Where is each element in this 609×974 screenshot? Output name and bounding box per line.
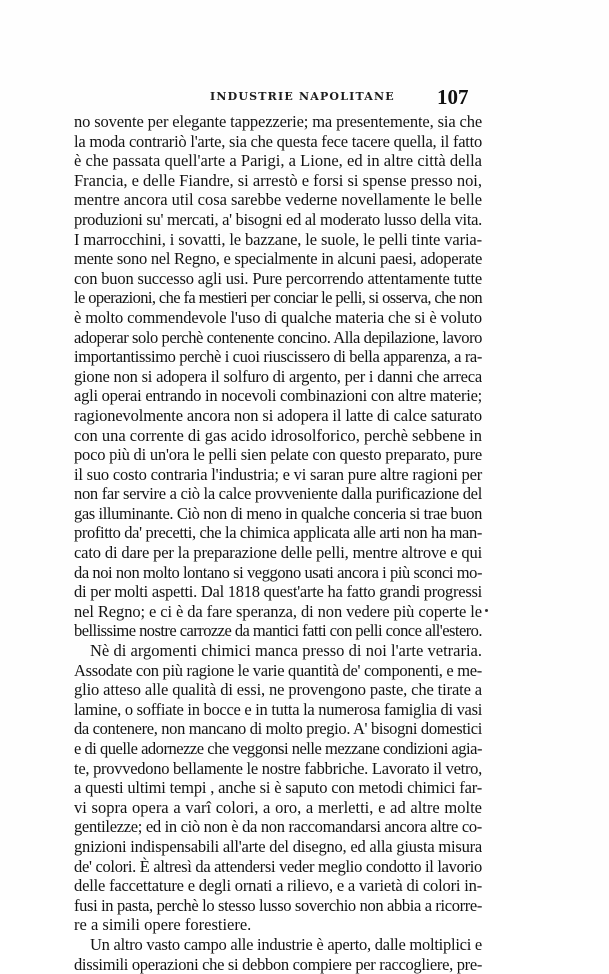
ink-speck [485,609,488,612]
text-line: cato di dare per la preparazione delle pelli, mentre altrove e qui [74,543,483,563]
text-line: è che passata quell'arte a Parigi, a Lione, ed in altre città della [74,151,482,171]
text-line: no sovente per elegante tappezzerie; ma presentemente, sia che [74,112,482,131]
text-line: importantissimo perchè i cuoi riuscissero di bella apparenza, a ra- [74,347,482,367]
text-line: lamine, o soffiate in bocce e in tutta la numerosa famiglia di vasi [74,699,483,719]
text-line: la moda contrariò l'arte, sia che questa fece tacere quella, il fatto [74,131,483,151]
text-line: è molto commendevole l'uso di qualche materia che si è voluto [74,307,482,327]
text-line: gnizioni indispensabili all'arte del disegno, ed alla giusta misura [74,836,482,856]
text-line: gas illuminante. Ciò non di meno in qualche conceria si trae buon [74,503,482,523]
text-line: con buon successo agli usi. Pure percorrendo attentamente tutte [74,268,482,288]
text-line: mente sono nel Regno, e specialmente in alcuni paesi, adoperate [74,249,482,269]
text-line: fusi in pasta, perchè lo stesso lusso soverchio non abbia a ricorre- [74,895,482,915]
text-line: ragionevolmente ancora non si adopera il latte di calce saturato [74,405,483,425]
text-line: le operazioni, che fa mestieri per conciar le pelli, si osserva, che non [74,288,482,308]
text-line: con una corrente di gas acido idrosolforico, perchè sebbene in [74,425,482,445]
text-line: di per molti aspetti. Dal 1818 quest'arte ha fatto grandi progressi [74,582,482,602]
text-line: adoperar solo perchè contenente concino. Alla depilazione, lavoro [74,327,483,347]
paragraph-first-line: Nè di argomenti chimici manca presso di noi l'arte vetraria. [90,641,482,661]
text-line: il suo costo contraria l'industria; e vi saran pure altre ragioni per [74,464,482,484]
paragraph-end-line: bellissime nostre carrozze da mantici fatti con pelli conce all'estero. [74,621,482,641]
text-line: nel Regno; e ci è da fare speranza, di non vedere più coperte le [74,601,482,621]
text-line: da noi non molto lontano si veggono usati ancora i più sconci mo- [74,562,482,582]
body-text [74,112,482,974]
text-line: produzioni su' mercati, a' bisogni ed al moderato lusso della vita. [74,209,483,229]
text-line: gione non si adopera il solfuro di argento, per i danni che arreca [74,366,483,386]
text-line: glio atteso alle qualità di essi, ne provengono paste, che tirate a [74,680,482,700]
text-line: non far servire a ciò la calce provveniente dalla purificazione del [74,484,482,504]
paragraph-end-line: re a simili opere forestiere. [74,915,252,935]
text-line: delle faccettature e degli ornati a rilievo, e a varietà di colori in- [74,876,482,896]
text-line: Francia, e delle Fiandre, si arrestò e forsi si spense presso noi, [74,170,482,190]
text-line: poco più di un'ora le pelli sien pelate con questo preparato, pure [74,445,483,465]
text-line: I marrocchini, i sovatti, le bazzane, le suole, le pelli tinte varia- [74,229,482,249]
text-line: e di quelle adornezze che veggonsi nelle mezzane condizioni agia- [74,739,482,758]
text-line: a questi ultimi tempi , anche si è saputo con metodi chimici far- [74,778,483,798]
page-number: 107 [437,85,469,109]
paragraph-first-line: Un altro vasto campo alle industrie è aperto, dalle moltiplici e [90,934,482,954]
text-line: gentilezze; ed in ciò non è da non raccomandarsi ancora altre co- [74,817,482,837]
text-line: te, provvedono bellamente le nostre fabbriche. Lavorato il vetro, [74,758,483,778]
text-line: dissimili operazioni che si debbon compiere per raccogliere, pre- [74,954,483,974]
text-line: agli operai entrando in nocevoli combinazioni con altre materie; [74,386,482,406]
text-line: vi sopra opera a varî colori, a oro, a merletti, e ad altre molte [74,797,482,817]
text-line: mentre ancora util cosa sarebbe vederne novellamente le belle [74,190,482,210]
text-line: de' colori. È altresì da attendersi veder meglio condotto il lavorio [74,856,482,876]
text-line: profitto da' precetti, che la chimica applicata alle arti non ha man- [74,523,483,543]
running-title: INDUSTRIE NAPOLITANE [210,90,395,103]
text-line: da contenere, non mancano di molto pregio. A' bisogni domestici [74,719,482,739]
text-line: Assodate con più ragione le varie quantità de' componenti, e me- [74,660,482,680]
